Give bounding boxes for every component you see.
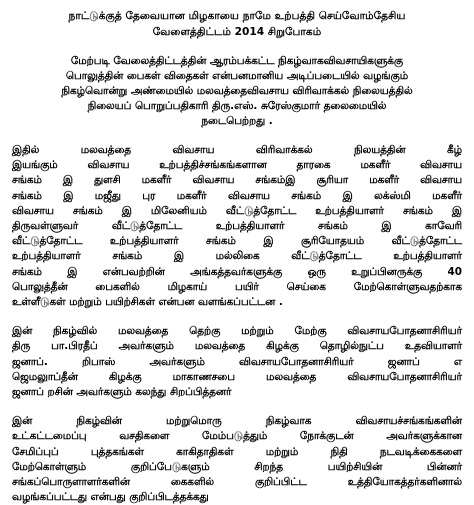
paragraph-line: சேமிப்புப் புத்தகங்கள் காகிதாதிகள் மற்றும் நிதி நடவடிக்கைகளை: [12, 445, 462, 458]
paragraph-line: சங்கம் இ துளசி மகளீர் விவசாய சங்கம்இ சூரியா மகளீர் விவசாய: [12, 174, 462, 187]
paragraph-line: உற்பத்தியாளர் சங்கம் இ மல்லிகை வீட்டுத்தோட்ட உற்பத்தியாளர்: [12, 250, 462, 263]
paragraph-line: ஜனாப். றிபாஸ் அவர்களும் விவசாயபோதனாசிரியர் ஜனாப் எ: [12, 355, 462, 368]
document-title: நாட்டுக்குத் தேவையான மிழகாயை நாமே உற்பத்தி செய்வோம்தேசிய: [68, 10, 406, 22]
paragraph-line: உட்கட்டமைப்பு வசதிகளை மேம்படுத்தும் நோக்குடன் அவர்களுக்கான: [12, 430, 462, 443]
body-paragraph-2: [12, 324, 462, 400]
paragraph-line: மேற்கொள்ளும் குறிப்பேடுகளும் சிறந்த பயிற்சியின் பின்னர்: [12, 460, 462, 473]
paragraph-line: திருவள்ளுவர் வீட்டுத்தோட்ட உற்பத்தியாளர் சங்கம் இ காவேரி: [12, 220, 462, 233]
paragraph-line: பொலுத்தீன் பைகளில் மிழகாய் பயிர் செய்கை மேற்கொள்ளுவதற்காக: [12, 280, 462, 293]
intro-line: நிலையப் பொறுப்பதிகாரி திரு.எஸ். சுரேஸ்குமார் தலைமையில்: [87, 100, 387, 112]
paragraph-line: சங்கப்பொருளாளர்களின் கைகளில் குறிப்பிட்ட உத்தியோகத்தர்களினால்: [12, 476, 462, 489]
intro-line: மேற்படி வேலைத்திட்டத்தின் ஆரம்பக்கட்ட நிகழ்வாகவிவசாயிகளுக்கு: [70, 55, 404, 67]
intro-paragraph: [12, 54, 462, 129]
paragraph-line: வழங்கப்பட்டது என்பது குறிப்பிடத்தக்கது: [12, 491, 209, 504]
document-subtitle: வேளைத்திட்டம் 2014 சிறுபோகம்: [152, 26, 322, 38]
paragraph-line: ஜனாப் றசின் அவர்களும் கலந்து சிறப்பித்தனர்: [12, 386, 232, 399]
paragraph-line: வீட்டுத்தோட்ட உற்பத்தியாளர் சங்கம் இ சூரியோதயம் வீட்டுத்தோட்ட: [12, 235, 462, 248]
paragraph-line: ஜெமலுாப்தீன் கிழக்கு மாகாணசபை மலவத்தை விவசாயபோதனாசிரியர்: [12, 370, 462, 383]
paragraph-line: இயங்கும் விவசாய உற்பத்திச்சங்கங்களான தாரகை மகளீர் விவசாய: [12, 159, 462, 172]
paragraph-line: விவசாய சங்கம் இ மிலேனியம் வீட்டுத்தோட்ட உற்பத்தியாளர் சங்கம் இ: [12, 204, 462, 217]
intro-line: நடைபெற்றது .: [201, 115, 273, 127]
paragraph-line: சங்கம் இ என்பவற்றின் அங்கத்தவர்களுக்கு ஒரு உறுப்பினருக்கு 40: [12, 265, 462, 278]
body-paragraph-3: [12, 414, 462, 505]
paragraph-line: இதில் மலவத்தை விவசாய விரிவாக்கல் நிலயத்தின் கீழ்: [12, 144, 462, 156]
paragraph-line: இன் நிகழ்வின் மற்றுமொரு நிகழ்வாக விவசாயச்சங்கங்களின்: [12, 415, 462, 428]
paragraph-line: இன் நிகழ்வில் மலவத்தை தெற்கு மற்றும் மேற்கு விவசாயபோதனாசிரியர்: [12, 325, 462, 338]
paragraph-line: உள்ளீடுகள் மற்றும் பயிற்சிகள் என்பன வளங்கப்பட்டன .: [12, 296, 283, 309]
intro-line: பொலுத்தின் பைகள் விதைகள் என்பனமானிய அடிப்படையில் வழங்கும்: [65, 70, 409, 82]
intro-line: நிகழ்வொன்று அண்மையில் மலவத்தைவிவசாய விரிவாக்கல் நிலையத்தில்: [61, 85, 413, 97]
paragraph-line: திரு பா.பிரதீப் அவர்களும் மலவத்தை கிழக்கு தொழில்நுட்ப உதவியாளர்: [12, 340, 462, 353]
paragraph-line: சங்கம் இ மஜீது புர மகளீர் விவசாய சங்கம் இ லக்ஸ்மி மகளீர்: [12, 189, 462, 202]
body-paragraph-1: [12, 143, 462, 310]
